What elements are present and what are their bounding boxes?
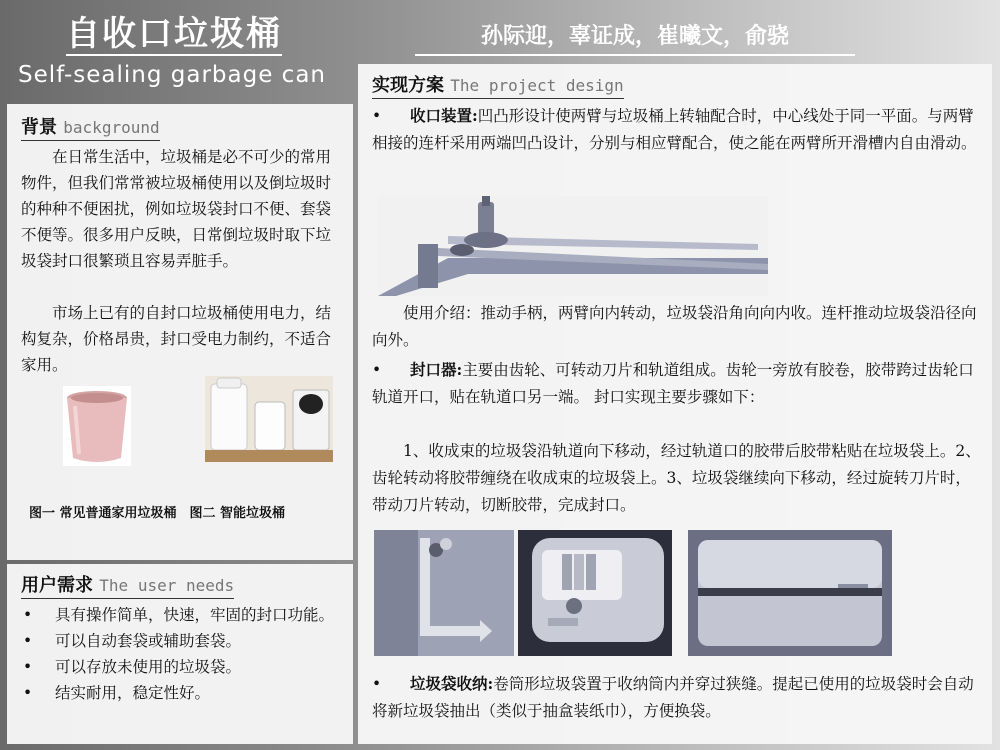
design-heading (372, 74, 624, 99)
sealer-label: 封口器: (410, 360, 463, 379)
figure-sealer-track (374, 530, 514, 656)
design-item-bag-storage: • 垃圾袋收纳:卷筒形垃圾袋置于收纳筒内并穿过狭缝。提起已使用的垃圾袋时会自动将新垃圾袋抽出（类似于抽盒装纸巾），方便换袋。 (372, 674, 974, 720)
poster-title: 自收口垃圾桶 (66, 14, 282, 54)
design-item-sealer: • 封口器:主要由齿轮、可转动刀片和轨道组成。齿轮一旁放有胶卷，胶带跨过齿轮口轨道开口，贴在轨道口另一端。 封口实现主要步骤如下： (372, 360, 974, 406)
figure-arm-mechanism (378, 196, 768, 296)
background-para-2: 市场上已有的自封口垃圾桶使用电力，结构复杂，价格昂贵，封口受电力制约，不适合家用。 (21, 304, 332, 374)
authors: 孙际迎，辜证成，崔曦文，俞骁 (415, 20, 855, 56)
figure-sealer-gear (518, 530, 672, 656)
figure-common-bin (63, 386, 131, 466)
needs-heading-en: The user needs (99, 576, 235, 595)
needs-panel (7, 564, 353, 744)
figure-bag-storage (688, 530, 892, 656)
background-panel (7, 104, 353, 560)
usage-text: 使用介绍：推动手柄，两臂向内转动，垃圾袋沿角向向内收。连杆推动垃圾袋沿径向向外。 (372, 304, 977, 349)
poster-subtitle: Self-sealing garbage can (18, 62, 326, 88)
bag-storage-text: 卷筒形垃圾袋置于收纳筒内并穿过狭缝。提起已使用的垃圾袋时会自动将新垃圾袋抽出（类似于抽盒装纸巾），方便换袋。 (372, 675, 974, 720)
needs-heading (21, 574, 234, 599)
sealer-text: 主要由齿轮、可转动刀片和轨道组成。齿轮一旁放有胶卷，胶带跨过齿轮口轨道开口，贴在轨道口另一端。 封口实现主要步骤如下： (372, 361, 974, 406)
figure-smart-bin (205, 376, 333, 462)
needs-heading-cn: 用户需求 (21, 575, 93, 596)
design-panel (358, 64, 992, 744)
design-item-closing-device: • 收口装置:凹凸形设计使两臂与垃圾桶上转轴配合时，中心线处于同一平面。与两臂相接的连杆采用两端凹凸设计，分别与相应臂配合，使之能在两臂所开滑槽内自由滑动。 (372, 106, 977, 152)
closing-device-label: 收口装置: (410, 106, 478, 125)
closing-device-text: 凹凸形设计使两臂与垃圾桶上转轴配合时，中心线处于同一平面。与两臂相接的连杆采用两端凹凸设计，分别与相应臂配合，使之能在两臂所开滑槽内自由滑动。 (372, 107, 977, 152)
list-item: • 结实耐用，稳定性好。 (23, 684, 211, 702)
design-heading-cn: 实现方案 (372, 75, 444, 96)
figure-caption: 图一 常见普通家用垃圾桶 图二 智能垃圾桶 (29, 506, 286, 521)
bag-storage-label: 垃圾袋收纳: (410, 674, 494, 693)
design-heading-en: The project design (450, 76, 624, 95)
background-heading-cn: 背景 (21, 117, 57, 138)
list-item: • 可以自动套袋或辅助套袋。 (23, 632, 242, 650)
list-item: • 可以存放未使用的垃圾袋。 (23, 658, 242, 676)
sealing-steps: 1、收成束的垃圾袋沿轨道向下移动，经过轨道口的胶带后胶带粘贴在垃圾袋上。2、齿轮转动将胶带缠绕在收成束的垃圾袋上。3、垃圾袋继续向下移动，经过旋转刀片时，带动刀片转动，切断胶带，完成封口。 (372, 442, 981, 514)
needs-list (13, 602, 343, 706)
list-item: • 具有操作简单，快速，牢固的封口功能。 (23, 606, 335, 624)
background-heading (21, 116, 160, 141)
background-heading-en: background (63, 118, 160, 137)
background-para-1: 在日常生活中，垃圾桶是必不可少的常用物件，但我们常常被垃圾桶使用以及倒垃圾时的种种不便困扰，例如垃圾袋封口不便、套袋不便等。很多用户反映，日常倒垃圾时取下垃圾袋封口很繁琐且容易弄脏手。 (21, 148, 332, 270)
